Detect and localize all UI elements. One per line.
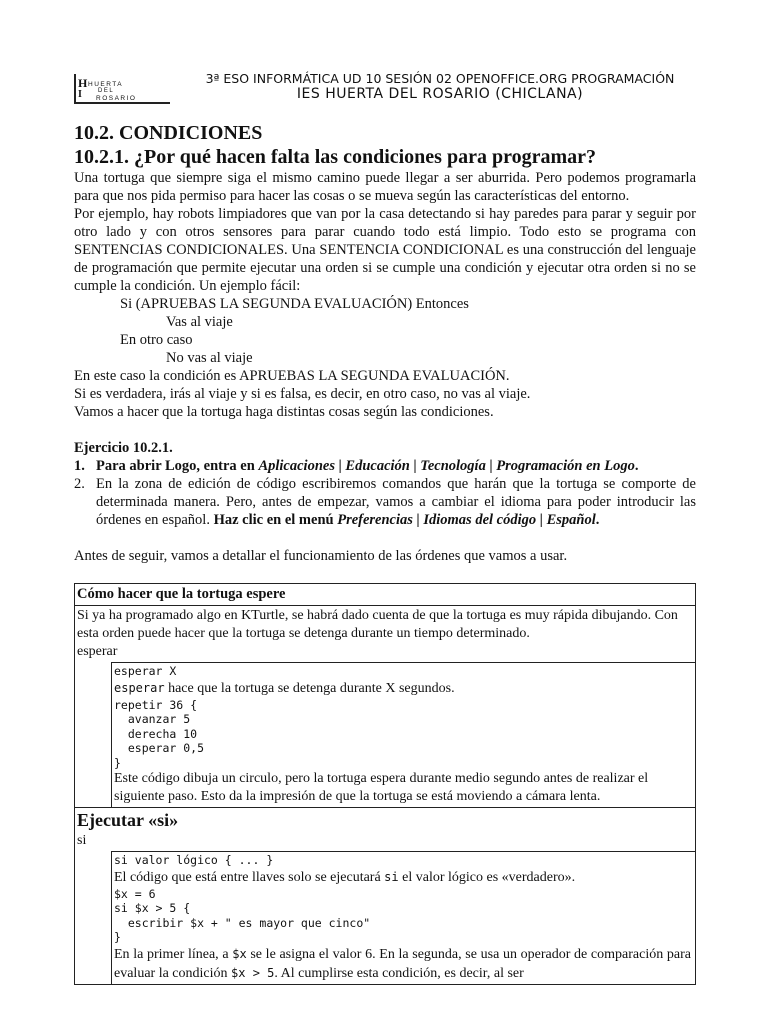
document-body — [74, 121, 696, 985]
exercise-step-2: 2. En la zona de edición de código escribiremos comandos que harán que la tortuga se comporte de determinada manera. Pero, antes de empezar, vamos a cambiar el idioma para poder introducir las órdenes en español. Haz clic en el menú Preferencias | Idiomas del código | Español. — [74, 476, 696, 528]
paragraph-before-continue: Antes de seguir, vamos a detallar el funcionamiento de las órdenes que vamos a usar. — [74, 548, 568, 564]
command-box-title: Cómo hacer que la tortuga espere — [75, 584, 695, 606]
paragraph-robots: Por ejemplo, hay robots limpiadores que van por la casa detectando si hay paredes para parar y seguir por otro lado y con otros sensores para parar cuando todo está limpio. Todo esto se programa con SENTENCIAS CONDICIONALES. Una SENTENCIA CONDICIONAL es una construcción del lenguaje de programación que permite ejecutar una orden si se cumple una condición y ejecutar otra orden si no se cumple la condición. Un ejemplo fácil: — [74, 206, 696, 294]
command-box-esperar — [74, 583, 696, 808]
paragraph-true-false: Si es verdadera, irás al viaje y si es falsa, es decir, en otro caso, no vas al viaje. — [74, 386, 531, 402]
code-example: repetir 36 { avanzar 5 derecha 10 esperar 0,5 } — [114, 697, 205, 770]
exercise-step-1: 1. Para abrir Logo, entra en Aplicaciones | Educación | Tecnología | Programación en Logo. — [74, 458, 639, 474]
paragraph-condition: En este caso la condición es APRUEBAS LA SEGUNDA EVALUACIÓN. — [74, 368, 510, 384]
section-title: 10.2. CONDICIONES — [74, 122, 263, 144]
command-box-si — [74, 808, 696, 985]
example-line-else: En otro caso — [120, 332, 193, 348]
section-subtitle: 10.2.1. ¿Por qué hacen falta las condiciones para programar? — [74, 146, 597, 168]
command-description: esperar hace que la tortuga se detenga durante X segundos. — [114, 680, 455, 696]
command-box-intro: Si ya ha programado algo en KTurtle, se habrá dado cuenta de que la tortuga es muy rápida dibujando. Con esta orden puede hacer que la tortuga se detenga durante un tiempo determinado. esperar — [77, 608, 678, 659]
code-explanation: En la primer línea, a $x se le asigna el valor 6. En la segunda, se usa un operador de comparación para evaluar la condición $x > 5. Al cumplirse esta condición, es decir, al ser — [114, 946, 691, 981]
header-school-line: IES HUERTA DEL ROSARIO (CHICLANA) — [296, 86, 584, 102]
school-logo — [74, 74, 170, 106]
command-description: El código que está entre llaves solo se ejecutará si el valor lógico es «verdadero». — [114, 869, 576, 885]
code-explanation: Este código dibuja un circulo, pero la tortuga espera durante medio segundo antes de realizar el siguiente paso. Esto da la impresión de que la tortuga se está moviendo a cámara lenta. — [114, 771, 649, 804]
command-syntax: si valor lógico { ... } — [114, 853, 274, 867]
command-box-title: Ejecutar «si» — [77, 810, 179, 830]
exercise-title: Ejercicio 10.2.1. — [74, 440, 173, 456]
svg-text:I: I — [78, 89, 82, 100]
logo-line-3: ROSARIO — [96, 95, 137, 102]
logo-line-1: HUERTA — [88, 81, 124, 88]
example-line-if: Si (APRUEBAS LA SEGUNDA EVALUACIÓN) Entonces — [120, 296, 469, 312]
command-detail — [111, 662, 695, 807]
command-detail — [111, 851, 695, 984]
header-course-line: 3ª ESO INFORMÁTICA UD 10 SESIÓN 02 OPENOFFICE.ORG PROGRAMACIÓN — [205, 71, 675, 86]
paragraph-turtle: Vamos a hacer que la tortuga haga distintas cosas según las condiciones. — [74, 404, 494, 420]
command-keyword: esperar — [77, 644, 118, 659]
command-keyword: si — [77, 833, 87, 848]
example-line-then: Vas al viaje — [166, 314, 233, 330]
paragraph-intro: Una tortuga que siempre siga el mismo camino puede llegar a ser aburrida. Pero podemos programarla para que nos pida permiso para hacer las cosas o se mueva según las características del entorno. — [74, 170, 696, 204]
command-syntax: esperar X — [114, 664, 177, 678]
code-example: $x = 6 si $x > 5 { escribir $x + " es mayor que cinco" } — [114, 886, 371, 944]
exercise-steps — [74, 457, 696, 529]
svg-text:H: H — [78, 76, 88, 90]
example-line-else-action: No vas al viaje — [166, 350, 253, 366]
logo-line-2: DEL — [98, 88, 115, 94]
